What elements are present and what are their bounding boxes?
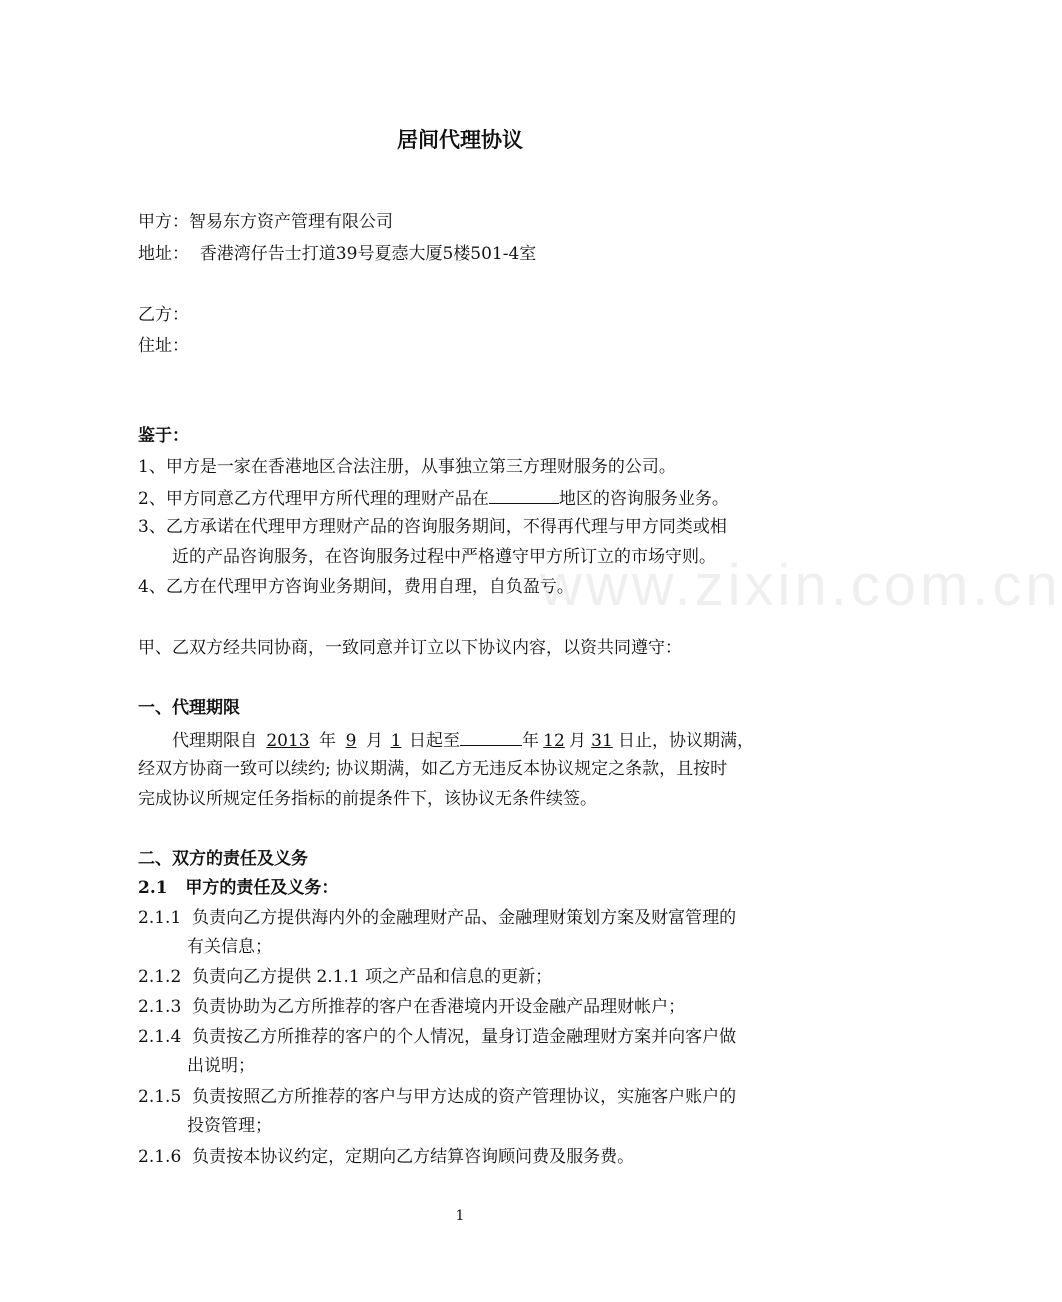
- year-label-1: 年: [319, 731, 336, 751]
- whereas-item-1: 1、甲方是一家在香港地区合法注册，从事独立第三方理财服务的公司。: [138, 457, 676, 477]
- clause-number: 2.1.4: [138, 1027, 182, 1047]
- clause-2-1-4: [138, 1025, 736, 1049]
- term-end-text: 日止，协议期满，: [618, 731, 754, 751]
- start-year: 2013: [266, 731, 310, 751]
- month-label-1: 月: [366, 731, 383, 751]
- section-2-heading: 二、双方的责任及义务: [138, 849, 308, 869]
- year-label-2: 年: [522, 731, 539, 751]
- clause-2-1-5: [138, 1085, 736, 1109]
- clause-number: 2.1.5: [138, 1087, 182, 1107]
- whereas-item-2: [138, 485, 729, 511]
- end-year-blank: [460, 727, 522, 746]
- clause-text: 负责向乙方提供海内外的金融理财产品、金融理财策划方案及财富管理的: [192, 908, 737, 928]
- day-to-label: 日起至: [409, 731, 460, 751]
- party-b-label: 乙方：: [138, 305, 189, 325]
- end-day: 31: [591, 731, 613, 751]
- section-1-heading: 一、代理期限: [138, 698, 240, 718]
- subsection-2-1-number: 2.1: [138, 878, 168, 898]
- clause-number: 2.1.3: [138, 997, 182, 1017]
- term-line-3: 完成协议所规定任务指标的前提条件下，该协议无条件续签。: [138, 789, 597, 809]
- watermark: www.zixin.com.cn: [540, 553, 1062, 618]
- whereas-item-2-post: 地区的咨询服务业务。: [558, 489, 729, 509]
- clause-number: 2.1.1: [138, 908, 182, 928]
- page-number: 1: [455, 1208, 465, 1224]
- clause-number: 2.1.2: [138, 967, 182, 987]
- agreement-intro: 甲、乙双方经共同协商，一致同意并订立以下协议内容，以资共同遵守：: [138, 638, 682, 658]
- clause-2-1-6: [138, 1145, 634, 1169]
- clause-text: 负责按乙方所推荐的客户的个人情况，量身订造金融理财方案并向客户做: [192, 1027, 737, 1047]
- subsection-2-1-heading: [138, 876, 338, 900]
- address-value: 香港湾仔告士打道39号夏悫大厦5楼501-4室: [199, 244, 537, 264]
- party-a-line: [138, 210, 393, 234]
- clause-number: 2.1.6: [138, 1147, 182, 1167]
- month-label-2: 月: [569, 731, 586, 751]
- clause-2-1-1: [138, 906, 736, 930]
- subsection-2-1-title: 甲方的责任及义务：: [185, 878, 339, 898]
- party-b-line: [138, 303, 189, 327]
- clause-text: 负责协助为乙方所推荐的客户在香港境内开设金融产品理财帐户；: [192, 997, 686, 1017]
- whereas-item-2-pre: 2、甲方同意乙方代理甲方所代理的理财产品在: [138, 489, 489, 509]
- term-line-1: [172, 727, 754, 753]
- start-day: 1: [390, 731, 402, 751]
- end-month: 12: [543, 731, 565, 751]
- term-start-text: 代理期限自: [172, 731, 257, 751]
- clause-2-1-5-cont: 投资管理；: [187, 1116, 272, 1136]
- clause-text: 负责按照乙方所推荐的客户与甲方达成的资产管理协议，实施客户账户的: [192, 1087, 737, 1107]
- whereas-item-3-line-1: 3、乙方承诺在代理甲方理财产品的咨询服务期间，不得再代理与甲方同类或相: [138, 517, 727, 537]
- region-blank: [489, 485, 559, 504]
- clause-text: 负责向乙方提供 2.1.1 项之产品和信息的更新；: [192, 967, 553, 987]
- start-month: 9: [345, 731, 357, 751]
- whereas-item-4: 4、乙方在代理甲方咨询业务期间，费用自理，自负盈亏。: [138, 577, 574, 597]
- clause-2-1-1-cont: 有关信息；: [187, 937, 272, 957]
- party-a-value: 智易东方资产管理有限公司: [189, 212, 393, 232]
- clause-text: 负责按本协议约定，定期向乙方结算咨询顾问费及服务费。: [192, 1147, 635, 1167]
- clause-2-1-4-cont: 出说明；: [187, 1056, 255, 1076]
- clause-2-1-2: [138, 965, 552, 989]
- whereas-heading: 鉴于：: [138, 426, 189, 446]
- document-title: 居间代理协议: [397, 128, 523, 152]
- whereas-item-3-line-2: 近的产品咨询服务，在咨询服务过程中严格遵守甲方所订立的市场守则。: [172, 547, 716, 567]
- residence-line: [138, 334, 189, 358]
- term-line-2: 经双方协商一致可以续约; 协议期满，如乙方无违反本协议规定之条款，且按时: [138, 759, 728, 779]
- residence-label: 住址：: [138, 336, 189, 356]
- address-line: [138, 242, 536, 266]
- address-label: 地址：: [138, 244, 189, 264]
- clause-2-1-3: [138, 995, 685, 1019]
- party-a-label: 甲方：: [138, 212, 189, 232]
